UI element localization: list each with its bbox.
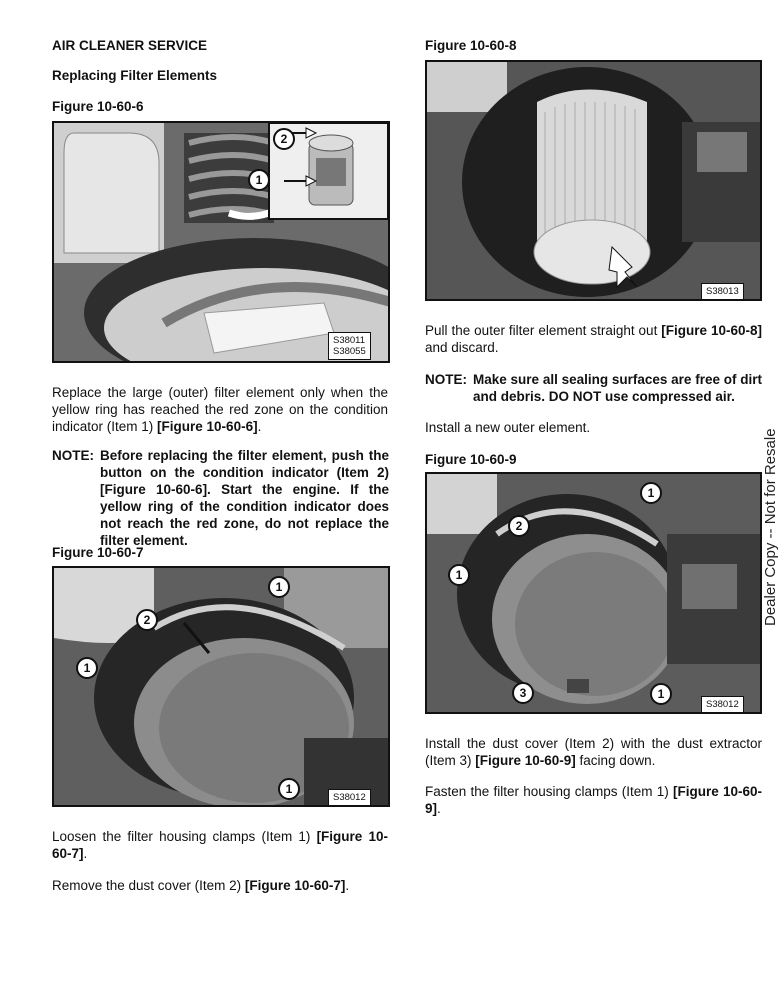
figure-8-label: Figure 10-60-8: [425, 38, 517, 53]
figure-reference: [Figure 10-60-6]: [157, 419, 258, 434]
callout-1: 1: [248, 169, 270, 191]
figure-6-label: Figure 10-60-6: [52, 99, 144, 114]
figure-reference: [Figure 10-60-8]: [661, 323, 763, 338]
callout-1-bottom: 1: [650, 683, 672, 705]
figure-reference: [Figure 10-60-7]: [244, 878, 346, 893]
callout-2: 2: [508, 515, 530, 537]
figure-9-photo: [425, 472, 762, 714]
figure-7-label: Figure 10-60-7: [52, 545, 144, 560]
callout-2: 2: [136, 609, 158, 631]
figure-9-label: Figure 10-60-9: [425, 452, 517, 467]
callout-3: 3: [512, 682, 534, 704]
paragraph-replace-outer: Replace the large (outer) filter element only when the yellow ring has reached the red zone on the condition indicator (Item 1) [Figure 10-60-6].: [52, 385, 388, 434]
figure-code: S38012: [701, 696, 744, 713]
figure-code: S38013: [701, 283, 744, 300]
paragraph-remove-dust-cover: Remove the dust cover (Item 2) [Figure 10-60-7].: [52, 878, 350, 893]
figure-reference: [Figure 10-60-9]: [425, 784, 762, 816]
paragraph-pull-outer: Pull the outer filter element straight out [Figure 10-60-8] and discard.: [425, 323, 763, 355]
callout-1-bottom: 1: [278, 778, 300, 800]
subsection-title: Replacing Filter Elements: [52, 68, 218, 83]
dealer-copy-watermark: Dealer Copy -- Not for Resale: [762, 428, 779, 626]
callout-1-top: 1: [268, 576, 290, 598]
figure-8-photo: [425, 60, 762, 301]
figure-reference: [Figure 10-60-7]: [52, 829, 388, 861]
callout-1-left: 1: [448, 564, 470, 586]
callout-1-left: 1: [76, 657, 98, 679]
note-condition-indicator: NOTE: Before replacing the filter element, push the button on the condition indicator (Item 2) [Figure 10-60-6]. Start the engine. If the yellow ring of the condition indicator does not reach the red zone, do not replace the filter element.: [52, 448, 389, 548]
figure-reference: [Figure 10-60-9]: [475, 753, 576, 768]
figure-7-photo: [52, 566, 390, 807]
paragraph-fasten-clamps: Fasten the filter housing clamps (Item 1) [Figure 10-60-9].: [425, 784, 762, 816]
figure-6-photo: [52, 121, 390, 363]
section-title: AIR CLEANER SERVICE: [52, 38, 208, 53]
note-sealing-surfaces: NOTE: Make sure all sealing surfaces are free of dirt and debris. DO NOT use compressed air.: [425, 372, 762, 404]
paragraph-install-outer: Install a new outer element.: [425, 420, 591, 435]
figure-code: S38011 S38055: [328, 332, 371, 360]
callout-2: 2: [273, 128, 295, 150]
callout-1-top: 1: [640, 482, 662, 504]
figure-code: S38012: [328, 789, 371, 806]
paragraph-loosen-clamps: Loosen the filter housing clamps (Item 1) [Figure 10-60-7].: [52, 829, 388, 861]
paragraph-install-dust-cover: Install the dust cover (Item 2) with the dust extractor (Item 3) [Figure 10-60-9] facing down.: [425, 736, 762, 768]
